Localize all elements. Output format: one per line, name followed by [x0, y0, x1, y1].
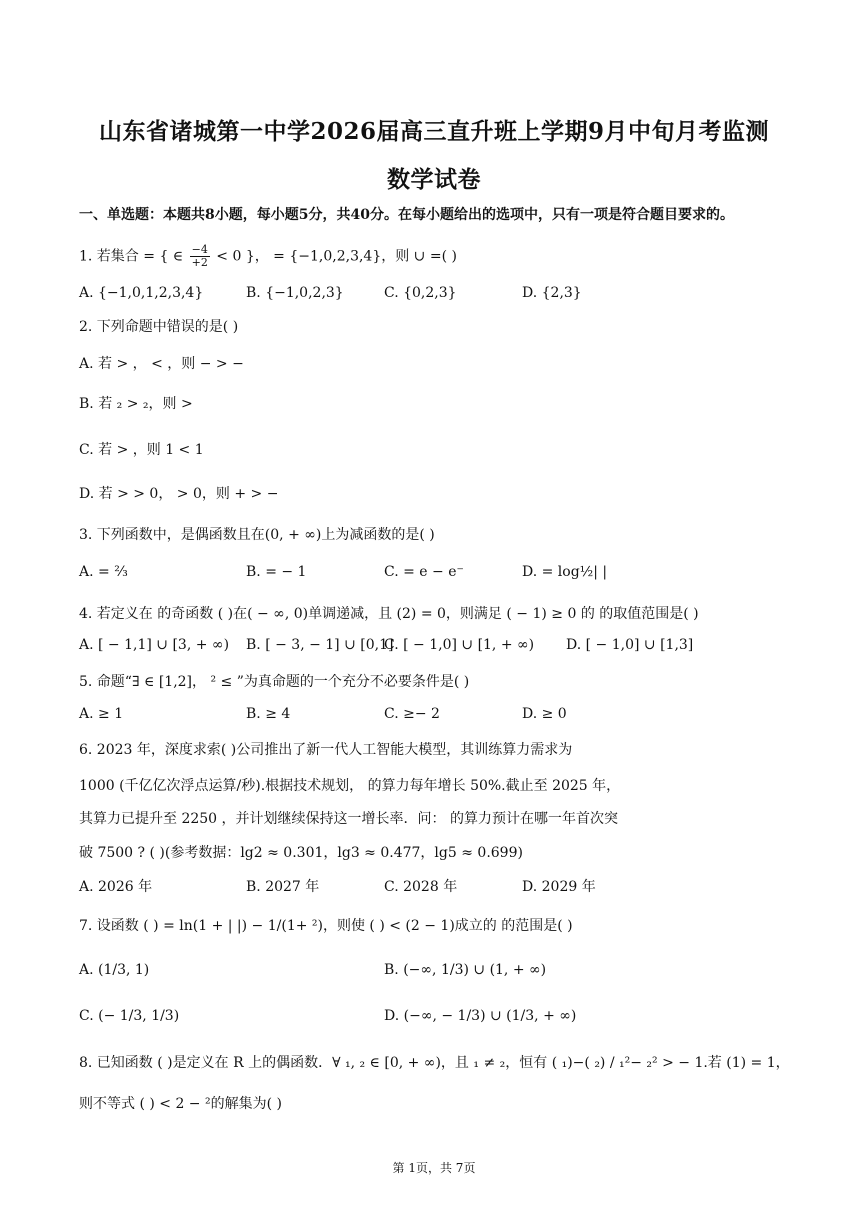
q3-option-d: D. = log½| |	[522, 564, 608, 580]
question-6-line-3: 其算力已提升至 2250 ，并计划继续保持这一增长率．问： 的算力预计在哪一年首次突	[79, 811, 618, 827]
question-5-stem: 5. 命题“∃ ∈ [1,2]， ² ≤ ”为真命题的一个充分不必要条件是( )	[79, 674, 470, 690]
q5-option-d: D. ≥ 0	[522, 706, 567, 722]
question-6-line-1: 6. 2023 年，深度求索( )公司推出了新一代人工智能大模型，其训练算力需求为	[79, 742, 573, 758]
q5-option-c: C. ≥− 2	[384, 706, 440, 722]
q1-fraction-numerator: −4	[191, 243, 208, 256]
question-8-line-1: 8. 已知函数 ( )是定义在 R 上的偶函数．∀ ₁, ₂ ∈ [0, + ∞)，且 ₁ ≠ ₂，恒有 ( ₁)−( ₂) / ₁²− ₂² > − 1.若 (1) = 1，	[79, 1055, 790, 1071]
question-7-stem: 7. 设函数 ( ) = ln(1 + | |) − 1/(1+ ²)，则使 ( ) < (2 − 1)成立的 的范围是( )	[79, 918, 573, 934]
q7-option-d: D. (−∞, − 1/3) ∪ (1/3, + ∞)	[384, 1008, 577, 1024]
q7-option-c: C. (− 1/3, 1/3)	[79, 1008, 180, 1024]
q1-option-d: D. {2,3}	[522, 285, 582, 301]
section-header: 一、单选题：本题共8小题，每小题5分，共40分。在每小题给出的选项中，只有一项是符合题目要求的。	[79, 207, 734, 223]
q1-option-b: B. {−1,0,2,3}	[246, 285, 344, 301]
q2-option-d: D. 若 > > 0， > 0，则 + > −	[79, 486, 279, 502]
question-6-line-4: 破 7500 ? ( )(参考数据：lg2 ≈ 0.301，lg3 ≈ 0.477，lg5 ≈ 0.699)	[79, 845, 523, 861]
q1-fraction	[190, 244, 210, 269]
q1-option-c: C. {0,2,3}	[384, 285, 457, 301]
question-6-line-2: 1000 (千亿亿次浮点运算/秒).根据技术规划， 的算力每年增长 50%.截止至 2025 年，	[79, 778, 621, 794]
q2-option-c: C. 若 > ，则 1 < 1	[79, 442, 204, 458]
q4-option-b: B. [ − 3, − 1] ∪ [0,1]	[246, 637, 394, 653]
q4-option-a: A. [ − 1,1] ∪ [3, + ∞)	[79, 637, 230, 653]
question-4-stem: 4. 若定义在 的奇函数 ( )在( − ∞, 0)单调递减，且 (2) = 0，则满足 ( − 1) ≥ 0 的 的取值范围是( )	[79, 606, 699, 622]
question-8-line-2: 则不等式 ( ) < 2 − ²的解集为( )	[79, 1096, 282, 1112]
q1-stem-part-b: < 0 }， = {−1,0,2,3,4}，则 ∪ =( )	[211, 248, 457, 265]
exam-subtitle: 数学试卷	[387, 166, 481, 193]
q1-stem-part-a: 1. 若集合 = { ∈	[79, 248, 188, 265]
q5-option-b: B. ≥ 4	[246, 706, 291, 722]
q6-option-c: C. 2028 年	[384, 879, 458, 895]
question-1-stem	[79, 244, 457, 269]
q4-option-c: C. [ − 1,0] ∪ [1, + ∞)	[384, 637, 535, 653]
q6-option-a: A. 2026 年	[79, 879, 153, 895]
q1-fraction-denominator: +2	[191, 256, 208, 269]
exam-title: 山东省诸城第一中学2026届高三直升班上学期9月中旬月考监测	[98, 118, 770, 145]
q6-option-b: B. 2027 年	[246, 879, 320, 895]
q1-option-a: A. {−1,0,1,2,3,4}	[79, 285, 204, 301]
q3-option-c: C. = e − e⁻	[384, 564, 464, 580]
q2-option-a: A. 若 > ， < ，则 − > −	[79, 356, 244, 372]
q4-option-d: D. [ − 1,0] ∪ [1,3]	[566, 637, 694, 653]
q5-option-a: A. ≥ 1	[79, 706, 124, 722]
q3-option-b: B. = − 1	[246, 564, 307, 580]
q7-option-b: B. (−∞, 1/3) ∪ (1, + ∞)	[384, 962, 547, 978]
question-2-stem: 2. 下列命题中错误的是( )	[79, 319, 239, 335]
q6-option-d: D. 2029 年	[522, 879, 596, 895]
q7-option-a: A. (1/3, 1)	[79, 962, 150, 978]
page-footer: 第 1页，共 7页	[392, 1161, 476, 1175]
q2-option-b: B. 若 ₂ > ₂，则 >	[79, 396, 193, 412]
question-3-stem: 3. 下列函数中，是偶函数且在(0, + ∞)上为减函数的是( )	[79, 527, 435, 543]
q3-option-a: A. = ⅔	[79, 564, 128, 580]
